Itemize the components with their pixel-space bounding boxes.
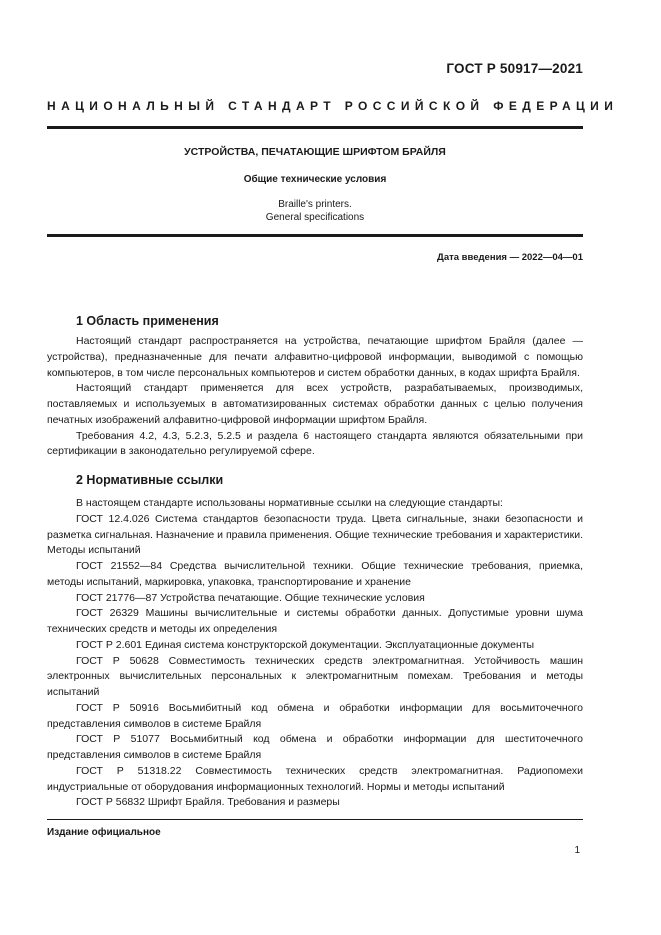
top-divider	[47, 126, 583, 129]
reference-item: ГОСТ Р 51318.22 Совместимость технических средств электромагнитная. Радиопомехи индустриальные от оборудования информационных технологий. Нормы и методы испытаний	[47, 764, 583, 793]
section-1-heading: 1 Область применения	[76, 314, 219, 328]
section-2-body	[47, 496, 583, 811]
reference-item: ГОСТ Р 50628 Совместимость технических средств электромагнитная. Устойчивость машин электронных вычислительных персональных к электромагнитным помехам. Требования и методы испытаний	[47, 654, 583, 698]
reference-item: ГОСТ 12.4.026 Система стандартов безопасности труда. Цвета сигнальные, знаки безопасности и разметка сигнальная. Назначение и правила применения. Общие технические требования и характеристики. Методы испытаний	[47, 512, 583, 557]
footer-divider	[47, 819, 583, 820]
section-2-heading: 2 Нормативные ссылки	[76, 473, 224, 487]
reference-item: ГОСТ 21552—84 Средства вычислительной техники. Общие технические требования, приемка, методы испытаний, маркировка, упаковка, транспортирование и хранение	[47, 560, 583, 588]
document-number: ГОСТ Р 50917—2021	[446, 61, 583, 76]
paragraph: Требования 4.2, 4.3, 5.2.3, 5.2.5 и раздела 6 настоящего стандарта являются обязательными при сертификации в законодательно регулируемой сфере.	[47, 429, 583, 458]
main-title: УСТРОЙСТВА, ПЕЧАТАЮЩИЕ ШРИФТОМ БРАЙЛЯ	[184, 146, 446, 158]
page-number: 1	[574, 845, 580, 856]
english-title-line-1: Braille's printers.	[278, 199, 352, 210]
reference-item: ГОСТ 26329 Машины вычислительные и системы обработки данных. Допустимые уровни шума технических средств и методы их определения	[47, 607, 583, 635]
reference-item: ГОСТ Р 2.601 Единая система конструкторской документации. Эксплуатационные документы	[76, 638, 535, 651]
title-block	[47, 146, 583, 224]
sub-title: Общие технические условия	[243, 174, 387, 185]
english-title-line-2: General specifications	[265, 212, 365, 223]
paragraph: Настоящий стандарт распространяется на устройства, печатающие шрифтом Брайля (далее — устройства), предназначенные для печати алфавитно-цифровой информации, выводимой с помощью компьютеров, в том числе персональных компьютеров и систем обработки данных, в кодах шрифта Брайля.	[47, 335, 583, 379]
reference-item: ГОСТ Р 56832 Шрифт Брайля. Требования и размеры	[76, 796, 340, 809]
national-standard-banner: НАЦИОНАЛЬНЫЙ СТАНДАРТ РОССИЙСКОЙ ФЕДЕРАЦИИ	[47, 99, 619, 113]
reference-item: ГОСТ 21776—87 Устройства печатающие. Общие технические условия	[76, 591, 425, 604]
reference-item: ГОСТ Р 51077 Восьмибитный код обмена и обработки информации для шеститочечного представления символов в системе Брайля	[47, 733, 583, 761]
section-1-body	[47, 334, 583, 460]
english-title	[47, 198, 583, 224]
paragraph: В настоящем стандарте использованы нормативные ссылки на следующие стандарты:	[76, 497, 503, 509]
reference-item: ГОСТ Р 50916 Восьмибитный код обмена и обработки информации для восьмиточечного представления символов в системе Брайля	[47, 701, 583, 730]
title-divider	[47, 234, 583, 237]
introduction-date: Дата введения — 2022—04—01	[437, 252, 583, 263]
paragraph: Настоящий стандарт применяется для всех устройств, разрабатываемых, производимых, поставляемых и используемых в автоматизированных системах обработки данных с целью получения печатных изображений алфавитно-цифровой информации шрифтом Брайля.	[47, 382, 583, 426]
edition-note: Издание официальное	[47, 827, 161, 838]
